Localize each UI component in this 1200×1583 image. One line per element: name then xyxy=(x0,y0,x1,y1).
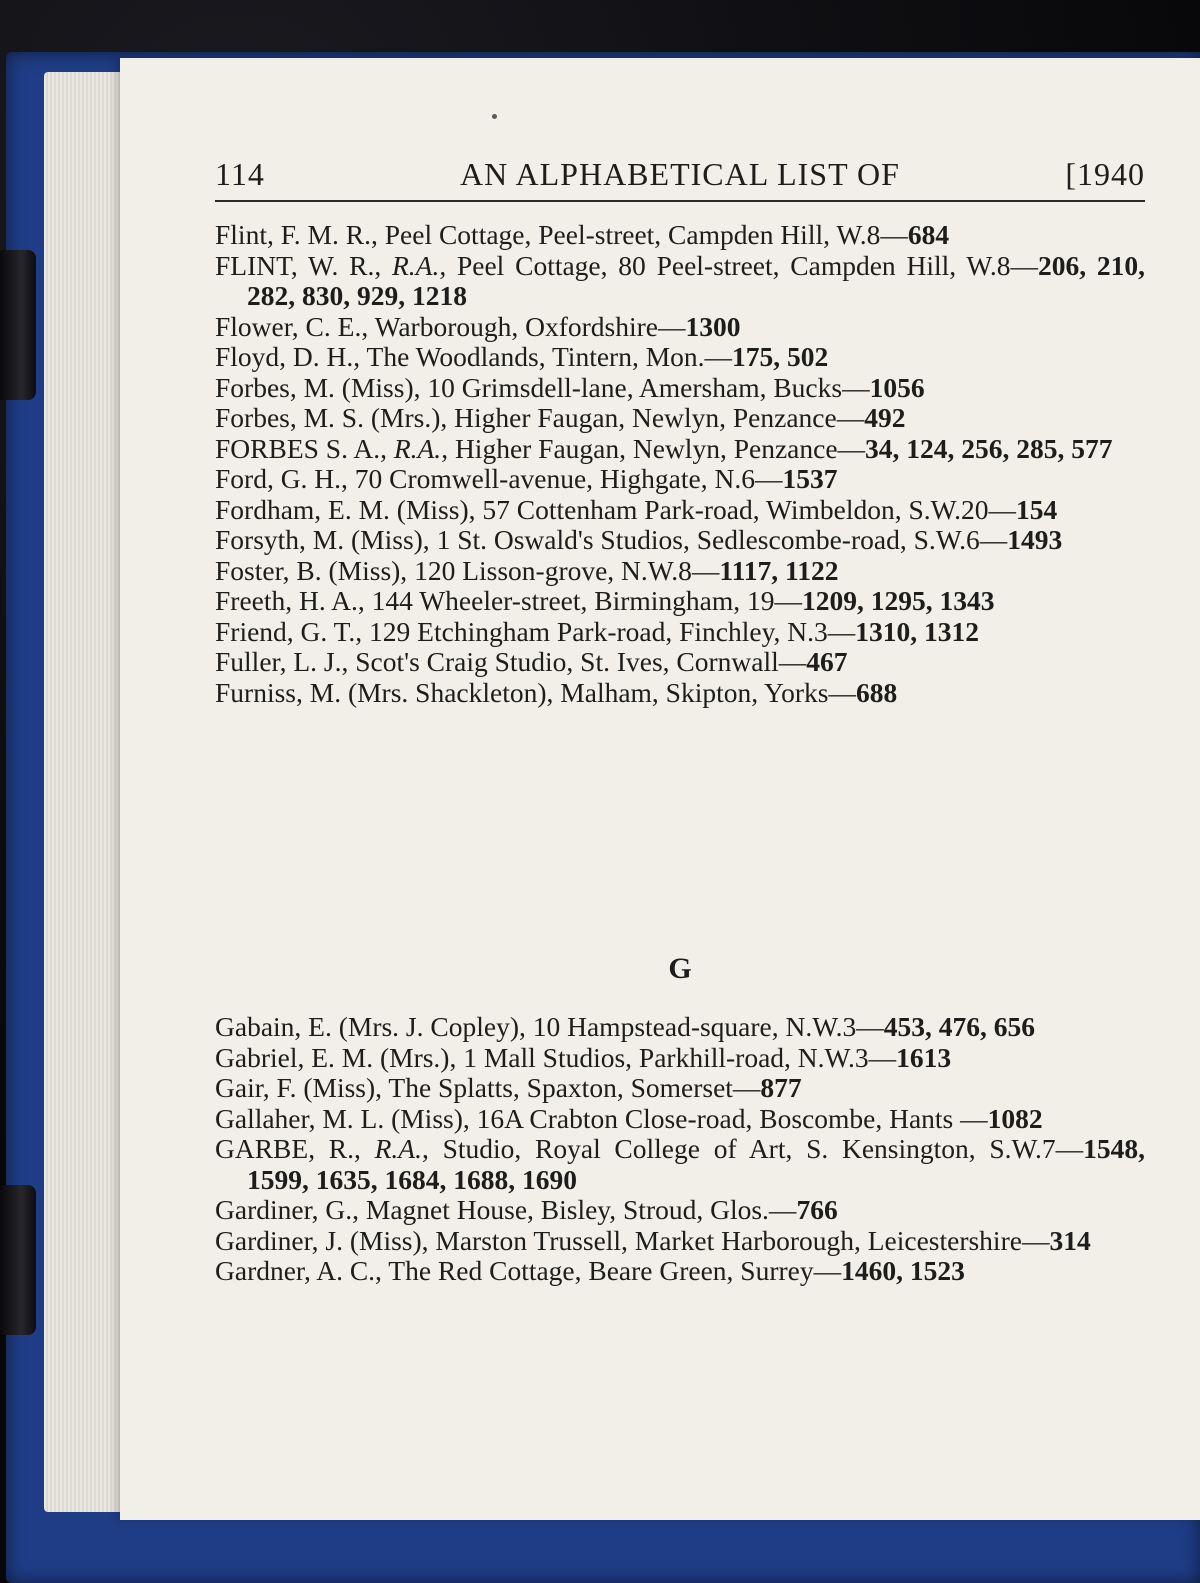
list-entry xyxy=(215,1256,1145,1287)
entry-address: Higher Faugan, Newlyn, Penzance— xyxy=(447,402,865,433)
entry-catalogue-numbers: 1537 xyxy=(782,463,838,494)
entry-name: Gardiner, J. (Miss), xyxy=(215,1224,429,1256)
entry-name: Gardiner, G., xyxy=(215,1194,359,1225)
entry-address: , Studio, Royal College of Art, S. Kensington, S.W.7— xyxy=(421,1133,1084,1164)
list-entry xyxy=(215,1226,1145,1257)
running-year: [1940 xyxy=(1065,156,1145,192)
entry-catalogue-numbers: 1613 xyxy=(896,1041,952,1073)
entry-address: The Red Cottage, Beare Green, Surrey— xyxy=(381,1255,842,1286)
section-heading-g: G xyxy=(668,952,692,985)
entry-name: Freeth, H. A., xyxy=(215,585,365,616)
list-entry xyxy=(215,525,1145,556)
entry-name: FORBES S. A., xyxy=(215,432,387,464)
entry-catalogue-numbers: 688 xyxy=(855,676,898,708)
entry-catalogue-numbers: 492 xyxy=(864,402,906,433)
entry-name: Flint, F. M. R., xyxy=(215,219,378,250)
entry-address: 144 Wheeler-street, Birmingham, 19— xyxy=(364,585,803,616)
list-entry xyxy=(215,586,1145,617)
entry-address: 10 Hampstead-square, N.W.3— xyxy=(525,1011,884,1042)
entry-address: Magnet House, Bisley, Stroud, Glos.— xyxy=(359,1194,797,1225)
list-entry xyxy=(215,1104,1145,1135)
page-clip-top xyxy=(0,250,36,400)
entry-address: , Peel Cottage, 80 Peel-street, Campden Hill, W.8— xyxy=(439,249,1038,281)
entry-name: Gair, F. (Miss), xyxy=(215,1072,383,1103)
entries-section-f xyxy=(215,220,1145,708)
entry-distinction: R.A. xyxy=(360,1133,422,1164)
list-entry xyxy=(215,342,1145,373)
entry-name: Gabain, E. (Mrs. J. Copley), xyxy=(215,1011,526,1042)
list-entry xyxy=(215,678,1145,709)
entry-address: , Higher Faugan, Newlyn, Penzance— xyxy=(441,432,866,464)
entry-address: Scot's Craig Studio, St. Ives, Cornwall— xyxy=(348,646,807,677)
entry-catalogue-numbers: 1548, 1599, 1635, 1684, 1688, 1690 xyxy=(247,1133,1145,1195)
entry-catalogue-numbers: 206, 210, 282, 830, 929, 1218 xyxy=(247,249,1145,311)
entry-address: 16A Crabton Close-road, Boscombe, Hants — xyxy=(469,1102,988,1134)
entries-section-g xyxy=(215,1012,1145,1287)
entry-name: Foster, B. (Miss), xyxy=(215,554,408,586)
entry-catalogue-numbers: 1493 xyxy=(1007,524,1063,555)
list-entry xyxy=(215,464,1145,495)
list-entry xyxy=(215,1195,1145,1226)
list-entry xyxy=(215,1134,1145,1195)
entry-name: Forbes, M. (Miss), xyxy=(215,371,421,403)
entry-catalogue-numbers: 1300 xyxy=(685,310,741,342)
header-rule xyxy=(215,200,1145,202)
entry-name: Friend, G. T., xyxy=(215,615,363,647)
entry-address: 129 Etchingham Park-road, Finchley, N.3— xyxy=(362,615,856,647)
entry-name: Gabriel, E. M. (Mrs.), xyxy=(215,1041,457,1073)
entry-name: Floyd, D. H., xyxy=(215,341,361,372)
entry-catalogue-numbers: 175, 502 xyxy=(732,341,829,372)
entry-address: Marston Trussell, Market Harborough, Leicestershire— xyxy=(428,1224,1050,1256)
entry-catalogue-numbers: 1117, 1122 xyxy=(719,554,839,586)
entry-distinction: R.A. xyxy=(386,432,442,464)
entry-catalogue-numbers: 1310, 1312 xyxy=(855,615,980,647)
entry-address: 70 Cromwell-avenue, Highgate, N.6— xyxy=(347,463,783,494)
entry-name: Fuller, L. J., xyxy=(215,646,349,677)
list-entry xyxy=(215,434,1145,465)
entry-address: 57 Cottenham Park-road, Wimbeldon, S.W.20— xyxy=(475,493,1016,525)
entry-name: Forsyth, M. (Miss), xyxy=(215,524,430,555)
entry-address: 1 Mall Studios, Parkhill-road, N.W.3— xyxy=(456,1041,897,1073)
entry-name: Ford, G. H., xyxy=(215,463,348,494)
list-entry xyxy=(215,556,1145,587)
entry-name: Forbes, M. S. (Mrs.), xyxy=(215,402,448,433)
list-entry xyxy=(215,1043,1145,1074)
entry-catalogue-numbers: 154 xyxy=(1015,493,1058,525)
entry-address: The Woodlands, Tintern, Mon.— xyxy=(360,341,733,372)
entry-catalogue-numbers: 34, 124, 256, 285, 577 xyxy=(865,432,1113,464)
book-page xyxy=(120,58,1200,1520)
entry-catalogue-numbers: 684 xyxy=(907,219,950,250)
entry-catalogue-numbers: 877 xyxy=(760,1072,802,1103)
entry-catalogue-numbers: 1056 xyxy=(869,371,925,403)
entry-name: Gallaher, M. L. (Miss), xyxy=(215,1102,470,1134)
page-clip-bottom xyxy=(0,1185,36,1335)
entry-address: Malham, Skipton, Yorks— xyxy=(553,676,856,708)
entry-catalogue-numbers: 453, 476, 656 xyxy=(883,1011,1036,1042)
entry-catalogue-numbers: 467 xyxy=(806,646,848,677)
page-speck xyxy=(492,114,497,119)
entry-catalogue-numbers: 766 xyxy=(796,1194,838,1225)
list-entry xyxy=(215,373,1145,404)
entry-address: 10 Grimsdell-lane, Amersham, Bucks— xyxy=(420,371,870,403)
list-entry xyxy=(215,220,1145,251)
running-title: AN ALPHABETICAL LIST OF xyxy=(460,156,900,192)
page-number: 114 xyxy=(215,156,265,192)
entry-name: Fordham, E. M. (Miss), xyxy=(215,493,476,525)
list-entry xyxy=(215,312,1145,343)
entry-name: GARBE, R., xyxy=(215,1133,361,1164)
list-entry xyxy=(215,403,1145,434)
entry-distinction: R.A. xyxy=(381,249,440,281)
entry-name: Furniss, M. (Mrs. Shackleton), xyxy=(215,676,554,708)
entry-address: 1 St. Oswald's Studios, Sedlescombe-road, S.W.6— xyxy=(429,524,1008,555)
list-entry xyxy=(215,617,1145,648)
entry-name: Gardner, A. C., xyxy=(215,1255,382,1286)
running-header xyxy=(215,156,1145,200)
entry-address: 120 Lisson-grove, N.W.8— xyxy=(407,554,720,586)
entry-catalogue-numbers: 1460, 1523 xyxy=(841,1255,965,1286)
list-entry xyxy=(215,647,1145,678)
entry-name: Flower, C. E., xyxy=(215,310,369,342)
list-entry xyxy=(215,251,1145,312)
entry-catalogue-numbers: 1082 xyxy=(987,1102,1043,1134)
entry-catalogue-numbers: 314 xyxy=(1049,1224,1091,1256)
list-entry xyxy=(215,1073,1145,1104)
list-entry xyxy=(215,495,1145,526)
list-entry xyxy=(215,1012,1145,1043)
entry-address: Warborough, Oxfordshire— xyxy=(368,310,686,342)
entry-name: FLINT, W. R., xyxy=(215,249,382,281)
entry-address: Peel Cottage, Peel-street, Campden Hill, W.8— xyxy=(377,219,908,250)
entry-address: The Splatts, Spaxton, Somerset— xyxy=(382,1072,761,1103)
entry-catalogue-numbers: 1209, 1295, 1343 xyxy=(802,585,995,616)
